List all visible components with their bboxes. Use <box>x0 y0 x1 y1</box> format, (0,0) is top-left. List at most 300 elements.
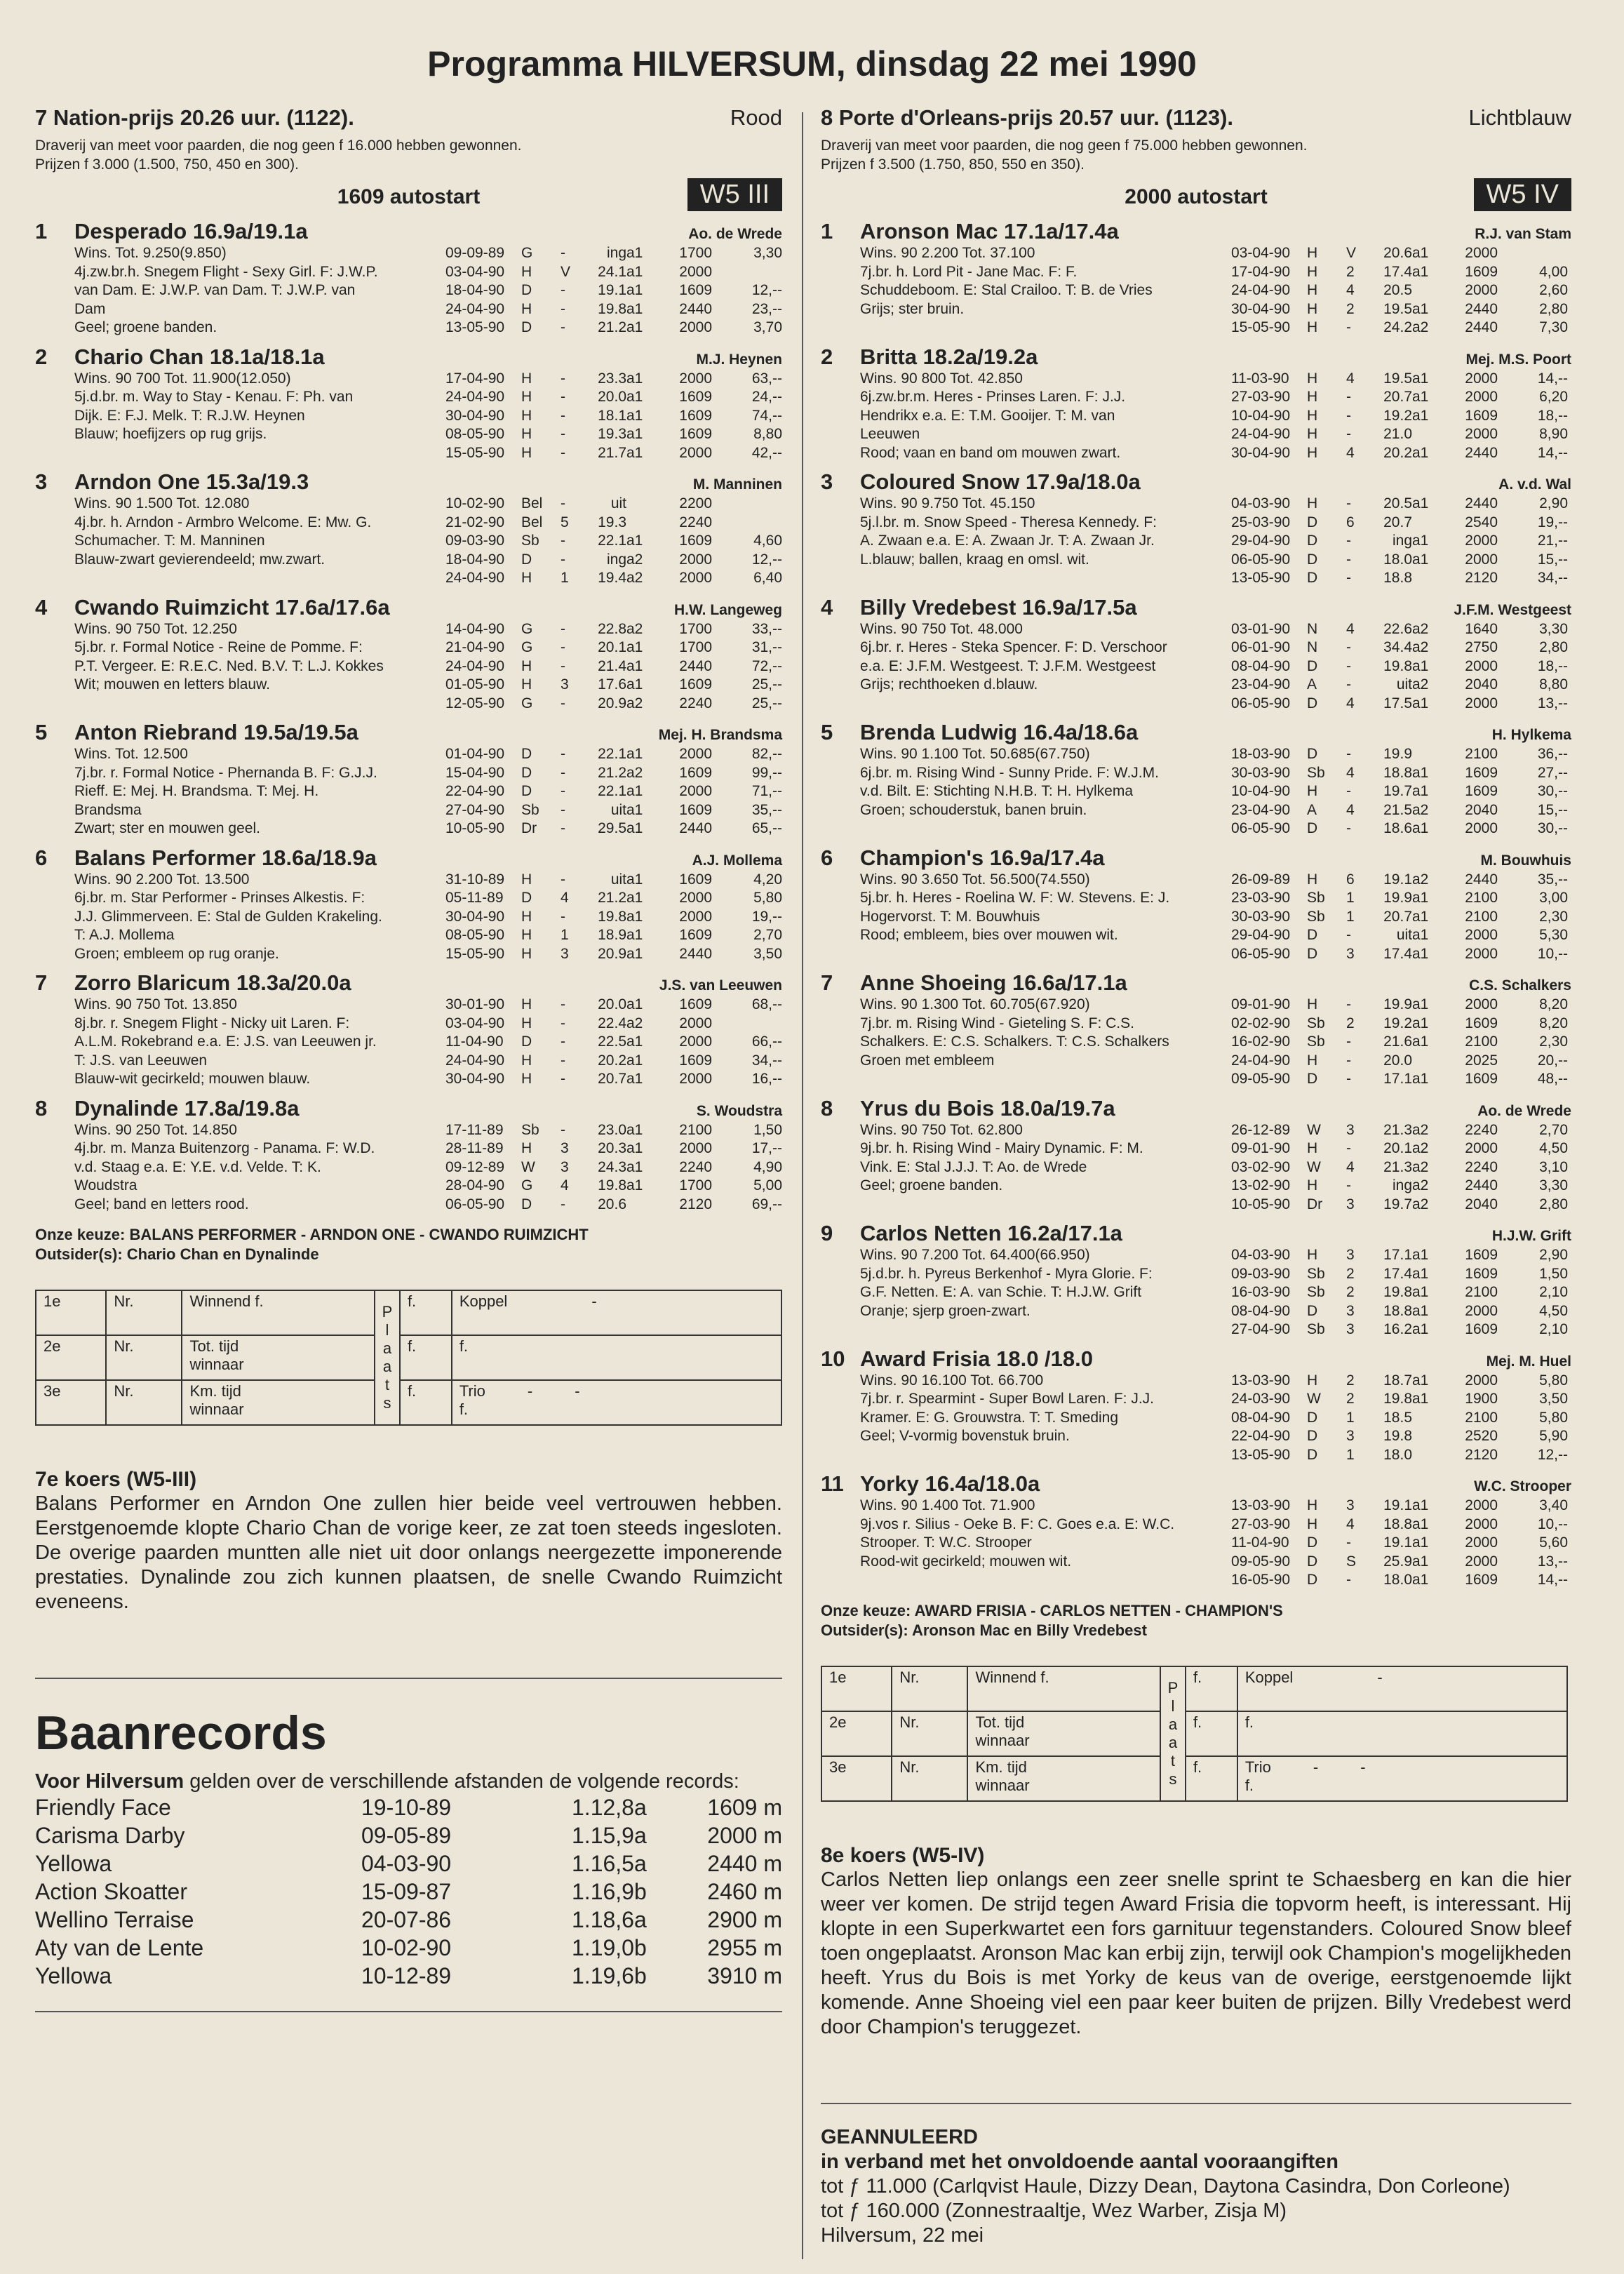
stat-cell <box>1412 745 1442 764</box>
stat-cell: Bel <box>521 514 543 530</box>
stat-cell: 19.7 <box>1383 783 1412 799</box>
stat-cell: 09-05-90 <box>1231 1553 1291 1570</box>
stat-row <box>445 1139 782 1158</box>
stat-cell: D <box>1307 657 1318 674</box>
horse-info-line: Schuddeboom. E: Stal Crailoo. T: B. de Vries <box>860 282 1153 298</box>
horse-info-line: Wins. 90 250 Tot. 14.850 <box>74 1121 237 1138</box>
stat-cell: a1 <box>1412 1553 1429 1570</box>
stat-cell: 27,-- <box>1537 764 1568 781</box>
stat-row <box>1231 388 1571 407</box>
stat-cell: a1 <box>626 282 643 298</box>
stat-cell: 2000 <box>1465 1497 1498 1513</box>
stat-cell <box>1412 569 1442 588</box>
race-distance: 2000 autostart <box>1125 185 1268 208</box>
stat-cell: 19.1 <box>1383 1497 1412 1513</box>
stat-cell: 2000 <box>1465 245 1498 261</box>
horse-number: 1 <box>35 219 48 243</box>
stat-cell: 1 <box>1346 1446 1355 1463</box>
horse-info-line: v.d. Bilt. E: Stichting N.H.B. T: H. Hylkema <box>860 783 1134 799</box>
stat-cell: a1 <box>626 1177 643 1193</box>
place-3-text: 3e <box>829 1758 847 1776</box>
stat-cell: - <box>561 282 565 298</box>
stat-cell: D <box>1307 1409 1318 1426</box>
stat-row <box>445 495 782 514</box>
stat-cell: 2000 <box>1465 282 1498 298</box>
record-row <box>35 1962 782 1990</box>
horse-name: Aronson Mac 17.1a/17.4a <box>860 219 1119 243</box>
horse-info-line: e.a. E: J.F.M. Westgeest. T: J.F.M. Westgeest <box>860 657 1156 674</box>
horse-number: 8 <box>35 1095 48 1121</box>
horse-info <box>821 370 1231 463</box>
stat-cell: 2100 <box>679 1121 712 1138</box>
horse-entry <box>35 219 782 337</box>
stat-cell: a2 <box>626 551 643 568</box>
stat-cell: - <box>1346 1534 1351 1551</box>
stat-cell: a1 <box>1412 996 1429 1012</box>
stat-row <box>445 676 782 695</box>
horse-name-row <box>821 219 1571 244</box>
horse-driver: J.F.M. Westgeest <box>1454 601 1571 618</box>
stat-cell: 21.3 <box>1383 1121 1412 1138</box>
stat-cell: 13-05-90 <box>445 319 505 335</box>
stat-cell: Sb <box>521 533 539 549</box>
stat-cell: 2,10 <box>1539 1284 1568 1300</box>
stat-cell: - <box>561 245 565 261</box>
place-2-text: 2e <box>43 1337 61 1355</box>
record-cell: 09-05-89 <box>361 1823 452 1848</box>
stat-cell: 1640 <box>1465 620 1498 637</box>
plaats-letter: s <box>383 1394 391 1412</box>
horse-stats <box>1231 495 1571 588</box>
stat-cell: H <box>521 676 532 693</box>
stat-cell: a1 <box>626 820 643 836</box>
stat-cell: 18-04-90 <box>445 551 505 568</box>
stat-cell: 17-04-90 <box>445 370 505 387</box>
stat-cell: D <box>1307 514 1318 530</box>
stat-cell: 5,80 <box>1539 1372 1568 1389</box>
stat-cell: 21-04-90 <box>445 639 505 655</box>
horse-name: Anne Shoeing 16.6a/17.1a <box>860 970 1127 995</box>
stat-cell: 17.1 <box>1383 1247 1412 1263</box>
horse-stats <box>445 745 782 838</box>
stat-cell: W <box>1307 1158 1321 1175</box>
stat-cell: D <box>1307 551 1318 568</box>
horse-stats <box>1231 1497 1571 1590</box>
stat-cell: 1609 <box>1465 1321 1498 1337</box>
stat-cell: 2000 <box>1465 1140 1498 1156</box>
stat-cell: a1 <box>626 1052 643 1069</box>
stat-cell: - <box>1346 495 1351 511</box>
stat-cell: - <box>561 764 565 781</box>
stat-cell: 19.9 <box>1383 996 1412 1012</box>
stat-cell: 29-04-90 <box>1231 533 1291 549</box>
stat-cell: 30-03-90 <box>1231 764 1291 781</box>
stat-row <box>1231 1390 1571 1409</box>
stat-cell: 18.9 <box>598 927 626 943</box>
horse-info-line: Groen; schouderstuk, banen bruin. <box>860 801 1087 818</box>
stat-cell: a1 <box>626 908 643 925</box>
trio-line <box>459 1382 774 1400</box>
stat-cell: 2100 <box>1465 1284 1498 1300</box>
koppel-label: Koppel <box>459 1292 508 1310</box>
cancelled-line: tot ƒ 160.000 (Zonnestraaltje, Wez Warber, Zisja M) <box>821 2199 1287 2222</box>
stat-cell: 19,-- <box>751 908 782 925</box>
stat-cell: 2120 <box>679 1196 712 1212</box>
stat-cell: D <box>521 551 532 568</box>
stat-cell: a1 <box>626 639 643 655</box>
stat-cell: H <box>521 407 532 424</box>
stat-cell: G <box>521 620 533 637</box>
stat-cell: 10,-- <box>1537 1516 1568 1532</box>
horse-info-line: J.J. Glimmerveen. E: Stal de Gulden Krakeling. <box>74 908 382 925</box>
stat-cell: 24.1 <box>598 263 626 280</box>
stat-cell: 5,90 <box>1539 1428 1568 1444</box>
outsider-line: Outsider(s): Aronson Mac en Billy Vredebest <box>821 1621 1147 1639</box>
stat-cell: 25.9 <box>1383 1553 1412 1570</box>
place-2 <box>36 1335 106 1380</box>
stat-cell: 8,80 <box>1539 676 1568 693</box>
stat-cell: 5,30 <box>1539 927 1568 943</box>
horse-info-line: Wins. Tot. 9.250(9.850) <box>74 245 227 261</box>
horse-body <box>821 1372 1571 1465</box>
horse-number: 8 <box>821 1095 833 1121</box>
horse-info <box>821 871 1231 964</box>
stat-cell: a1 <box>626 890 643 906</box>
horse-driver: A. v.d. Wal <box>1498 476 1571 493</box>
stat-cell: 5,80 <box>753 890 782 906</box>
horse-info <box>821 745 1231 838</box>
stat-cell: a1 <box>1412 657 1429 674</box>
stat-cell: 3 <box>1346 1302 1355 1319</box>
stat-cell: 4,00 <box>1539 263 1568 280</box>
plaats-cell <box>375 1290 400 1425</box>
stat-cell: 63,-- <box>751 370 782 387</box>
horse-info <box>35 370 445 463</box>
stat-cell: a2 <box>1412 319 1429 335</box>
record-cell: 2000 m <box>707 1823 782 1848</box>
stat-cell: 17.4 <box>1383 263 1412 280</box>
horse-name: Britta 18.2a/19.2a <box>860 344 1038 369</box>
stat-cell: D <box>1307 1553 1318 1570</box>
stat-cell: 1700 <box>679 245 712 261</box>
stat-cell: - <box>561 783 565 799</box>
stat-cell: 2240 <box>679 1158 712 1175</box>
horse-info-line: A. Zwaan e.a. E: A. Zwaan Jr. T: A. Zwaan Jr. <box>860 533 1155 549</box>
stat-cell: a1 <box>626 533 643 549</box>
stat-cell: 4 <box>1346 1516 1355 1532</box>
stat-cell: 3 <box>1346 1247 1355 1263</box>
stat-cell: H <box>1307 1372 1318 1389</box>
horse-name: Yrus du Bois 18.0a/19.7a <box>860 1095 1115 1121</box>
stat-cell: Sb <box>521 1121 539 1138</box>
stat-row <box>445 1033 782 1052</box>
horse-info-line: Woudstra <box>74 1177 137 1193</box>
stat-cell: 20.6 <box>1383 245 1412 261</box>
stat-cell: 18.6 <box>1383 820 1412 836</box>
stat-cell: 2 <box>1346 300 1355 317</box>
stat-cell: 1609 <box>679 996 712 1012</box>
winnend-cell-text: Winnend f. <box>975 1668 1049 1686</box>
stat-cell: 74,-- <box>751 407 782 424</box>
stat-cell: 3 <box>1346 1321 1355 1337</box>
stat-cell: 19.8 <box>598 908 626 925</box>
stat-cell: 18,-- <box>1537 657 1568 674</box>
horse-info-line: Wins. 90 700 Tot. 11.900(12.050) <box>74 370 291 387</box>
stat-cell: 2,70 <box>753 927 782 943</box>
stat-row <box>1231 996 1571 1015</box>
stat-cell: 10-02-90 <box>445 495 505 511</box>
stat-cell: a1 <box>626 245 643 261</box>
stat-cell: 3 <box>561 676 569 693</box>
nr-cell <box>106 1290 182 1335</box>
stat-cell: 35,-- <box>1537 871 1568 888</box>
stat-row <box>1231 444 1571 463</box>
horse-info-line: Wins. 90 7.200 Tot. 64.400(66.950) <box>860 1247 1090 1263</box>
stat-cell: a1 <box>626 300 643 317</box>
stat-row <box>1231 244 1571 263</box>
stat-cell: 21.5 <box>1383 801 1412 818</box>
stat-cell: D <box>1307 1572 1318 1588</box>
horse-name-row <box>821 345 1571 370</box>
stat-cell: A <box>1307 801 1317 818</box>
stat-cell: - <box>561 533 565 549</box>
stat-cell: 5 <box>561 514 569 530</box>
commentary-text: Carlos Netten liep onlangs een zeer snelle sprint te Schaesberg en kan die hier weer ver komen. De strijd tegen Award Frisia die topvorm heeft, is interessant. Hij klopte in een Superkwartet een fors garnituur tegenstanders. Coloured Snow bleef toen ongeplaatst. Aronson Mac kan erbij zijn, terwijl ook Champion's mogelijkheden heeft. Yrus du Bois is met Yorky de keus van de overige, eerstgenoemde lijkt komende. Anne Shoeing viel een paar keer buiten de prijzen. Billy Vredebest werd door Champion's teruggezet. <box>821 1868 1571 2038</box>
stat-cell: 19.8 <box>1383 657 1412 674</box>
stat-cell: 3 <box>1346 1196 1355 1212</box>
stat-cell: - <box>1346 1140 1351 1156</box>
stat-cell: 02-02-90 <box>1231 1015 1291 1031</box>
horse-entry <box>35 845 782 964</box>
stat-row <box>445 407 782 426</box>
our-pick <box>35 1225 782 1264</box>
record-cell: 1.16,9b <box>572 1879 647 1904</box>
stat-cell: 25,-- <box>751 676 782 693</box>
stat-cell: a1 <box>1412 263 1429 280</box>
horse-name-row <box>35 345 782 370</box>
stat-cell: H <box>521 263 532 280</box>
stat-cell: 21.0 <box>1383 426 1412 442</box>
tot-tijd-cell <box>967 1711 1160 1756</box>
horse-driver: W.C. Strooper <box>1474 1478 1571 1494</box>
stat-cell: D <box>521 764 532 781</box>
stat-cell: a1 <box>626 426 643 442</box>
plaats-letter: t <box>1170 1751 1175 1770</box>
stat-cell: 2,90 <box>1539 1247 1568 1263</box>
f-cell <box>1186 1666 1237 1711</box>
record-cell: 2900 m <box>707 1907 782 1932</box>
stat-cell: 2000 <box>1465 927 1498 943</box>
horse-body <box>35 996 782 1089</box>
horse-entry <box>821 1096 1571 1215</box>
stat-cell: 1609 <box>1465 1247 1498 1263</box>
stat-cell: 12,-- <box>1537 1446 1568 1463</box>
stat-cell: - <box>561 407 565 424</box>
stat-cell: - <box>561 389 565 405</box>
stat-cell: 20.9 <box>598 695 626 711</box>
koppel-label: Koppel <box>1244 1668 1294 1686</box>
stat-cell: D <box>521 319 532 335</box>
stat-cell: 82,-- <box>751 746 782 762</box>
koppel-dash: - <box>591 1292 597 1310</box>
horse-driver: H. Hylkema <box>1491 727 1571 743</box>
stat-cell: W <box>521 1158 535 1175</box>
stat-cell: 16-02-90 <box>1231 1034 1291 1050</box>
stat-cell: 18.1 <box>598 407 626 424</box>
horse-number: 7 <box>821 970 833 995</box>
horse-name: Chario Chan 18.1a/18.1a <box>74 344 325 369</box>
horse-entry <box>821 1471 1571 1590</box>
stat-cell: 8,20 <box>1539 1015 1568 1031</box>
stat-cell: 19.8 <box>598 1177 626 1193</box>
stat-cell: ing <box>1392 533 1412 549</box>
stat-row <box>1231 1177 1571 1196</box>
stat-cell: 4 <box>1346 282 1355 298</box>
winnend-cell-text: Winnend f. <box>189 1292 264 1310</box>
stat-cell: - <box>561 1052 565 1069</box>
stat-cell: 2,30 <box>1539 1034 1568 1050</box>
horse-name: Dynalinde 17.8a/19.8a <box>74 1095 300 1121</box>
horse-info-line: Wins. 90 1.100 Tot. 50.685(67.750) <box>860 746 1090 762</box>
stat-cell: H <box>521 370 532 387</box>
stat-cell: 13-02-90 <box>1231 1177 1291 1193</box>
horse-info-line: Wins. 90 750 Tot. 12.250 <box>74 620 237 637</box>
horse-number: 4 <box>35 594 48 620</box>
trio-f: f. <box>1244 1776 1254 1794</box>
stat-cell: 6,20 <box>1539 389 1568 405</box>
horse-info-line: Wins. 90 750 Tot. 13.850 <box>74 996 237 1012</box>
horse-number: 3 <box>35 469 48 494</box>
stat-cell: 01-04-90 <box>445 746 505 762</box>
horse-number: 11 <box>821 1471 844 1496</box>
stat-cell: - <box>1346 996 1351 1012</box>
stat-cell: 16.2 <box>1383 1321 1412 1337</box>
stat-cell: 24-04-90 <box>445 300 505 317</box>
stat-cell: 4,50 <box>1539 1302 1568 1319</box>
stat-cell: W <box>1307 1121 1321 1138</box>
stat-cell: 22.4 <box>598 1015 626 1031</box>
stat-cell: 1 <box>1346 908 1355 925</box>
stat-row <box>1231 1283 1571 1302</box>
stat-cell: 20.0 <box>1383 1052 1412 1069</box>
horse-info-line: P.T. Vergeer. E: R.E.C. Ned. B.V. T: L.J. Kokkes <box>74 657 384 674</box>
stat-cell: 2,10 <box>1539 1321 1568 1337</box>
stat-cell: 23.3 <box>598 370 626 387</box>
stat-cell: 34,-- <box>751 1052 782 1069</box>
stat-cell: 15,-- <box>1537 801 1568 818</box>
stat-cell: N <box>1307 620 1318 637</box>
stat-cell: 03-02-90 <box>1231 1158 1291 1175</box>
stat-cell: 1 <box>1346 1409 1355 1426</box>
stat-cell: 6 <box>1346 871 1355 888</box>
horse-body <box>821 996 1571 1089</box>
horse-number: 2 <box>821 344 833 369</box>
stat-row <box>1231 620 1571 639</box>
stat-cell: 17.1 <box>1383 1071 1412 1087</box>
stat-row <box>1231 638 1571 657</box>
stat-cell: 19.3 <box>598 514 626 530</box>
stat-cell: 27-04-90 <box>445 801 505 818</box>
horse-entry <box>35 1096 782 1215</box>
stat-row <box>1231 1139 1571 1158</box>
stat-row <box>445 370 782 389</box>
horse-info-line: 5j.l.br. m. Snow Speed - Theresa Kennedy. F: <box>860 514 1157 530</box>
stat-cell: a1 <box>1412 1015 1429 1031</box>
koppel-cell <box>452 1290 781 1335</box>
record-cell: Friendly Face <box>35 1795 171 1820</box>
stat-cell: a1 <box>1412 245 1429 261</box>
race-badge: W5 IV <box>1474 178 1571 211</box>
stat-cell: 2240 <box>679 695 712 711</box>
stat-cell: 24-04-90 <box>1231 282 1291 298</box>
horse-name-row <box>35 1096 782 1121</box>
stat-cell: 19.8 <box>1383 1284 1412 1300</box>
horse-body <box>35 745 782 838</box>
plaats-letter: P <box>1167 1678 1179 1697</box>
stat-cell: 12,-- <box>751 551 782 568</box>
commentary-text: Balans Performer en Arndon One zullen hier beide veel vertrouwen hebben. Eerstgenoemde klopte Chario Chan de vorige keer, ze zat toen steeds ingesloten. De overige paarden muntten alle niet uit door onlangs neergezette imponerende prestaties. Dynalinde zou zich kunnen plaatsen, de snelle Cwando Ruimzicht eveneens. <box>35 1492 782 1613</box>
stat-row <box>445 300 782 319</box>
horse-driver: R.J. van Stam <box>1475 226 1571 242</box>
stat-cell: 30-04-90 <box>1231 444 1291 461</box>
place-1 <box>36 1290 106 1335</box>
stat-cell <box>626 514 656 533</box>
stat-cell: a1 <box>626 1140 643 1156</box>
stat-cell: 18.8 <box>1383 570 1412 586</box>
stat-cell: H <box>1307 1516 1318 1532</box>
horse-name-row <box>821 1096 1571 1121</box>
horse-name: Billy Vredebest 16.9a/17.5a <box>860 594 1137 620</box>
stat-cell <box>1412 514 1442 533</box>
stat-cell: 20,-- <box>1537 1052 1568 1069</box>
stat-cell: 28-11-89 <box>445 1140 504 1156</box>
stat-cell: H <box>1307 282 1318 298</box>
stat-cell: 1609 <box>1465 1265 1498 1282</box>
stat-cell: 4 <box>1346 370 1355 387</box>
horse-info-line: v.d. Staag e.a. E: Y.E. v.d. Velde. T: K. <box>74 1158 321 1175</box>
stat-row <box>1231 1409 1571 1428</box>
stat-cell: ing <box>1392 1177 1412 1193</box>
stat-cell: 35,-- <box>751 801 782 818</box>
stat-cell: 06-05-90 <box>1231 551 1291 568</box>
stat-cell: 2440 <box>1465 871 1498 888</box>
stat-cell <box>1412 281 1442 300</box>
stat-cell: uit <box>610 801 626 818</box>
stat-cell: 3 <box>1346 945 1355 962</box>
stat-cell: 23.0 <box>598 1121 626 1138</box>
stat-cell: 2120 <box>1465 570 1498 586</box>
stat-cell: - <box>561 620 565 637</box>
horse-entry <box>821 1346 1571 1465</box>
stat-cell: 06-01-90 <box>1231 639 1291 655</box>
stat-cell: 2200 <box>679 495 712 511</box>
stat-cell: H <box>1307 783 1318 799</box>
stat-cell: 4 <box>1346 695 1355 711</box>
plaats-letter: t <box>384 1376 389 1393</box>
horse-entry <box>821 845 1571 964</box>
stat-cell: 1609 <box>679 676 712 693</box>
horse-name: Desperado 16.9a/19.1a <box>74 219 308 243</box>
horse-info-line: 7j.br. m. Rising Wind - Gieteling S. F: C.S. <box>860 1015 1134 1031</box>
horse-number: 10 <box>821 1346 845 1371</box>
stat-cell: a2 <box>1412 1158 1429 1175</box>
stat-cell: 1609 <box>679 407 712 424</box>
record-cell: 2440 m <box>707 1851 782 1876</box>
stat-cell: - <box>1346 746 1351 762</box>
stat-cell: 2,80 <box>1539 639 1568 655</box>
stat-cell: H <box>1307 1497 1318 1513</box>
separator-line <box>821 2103 1571 2104</box>
